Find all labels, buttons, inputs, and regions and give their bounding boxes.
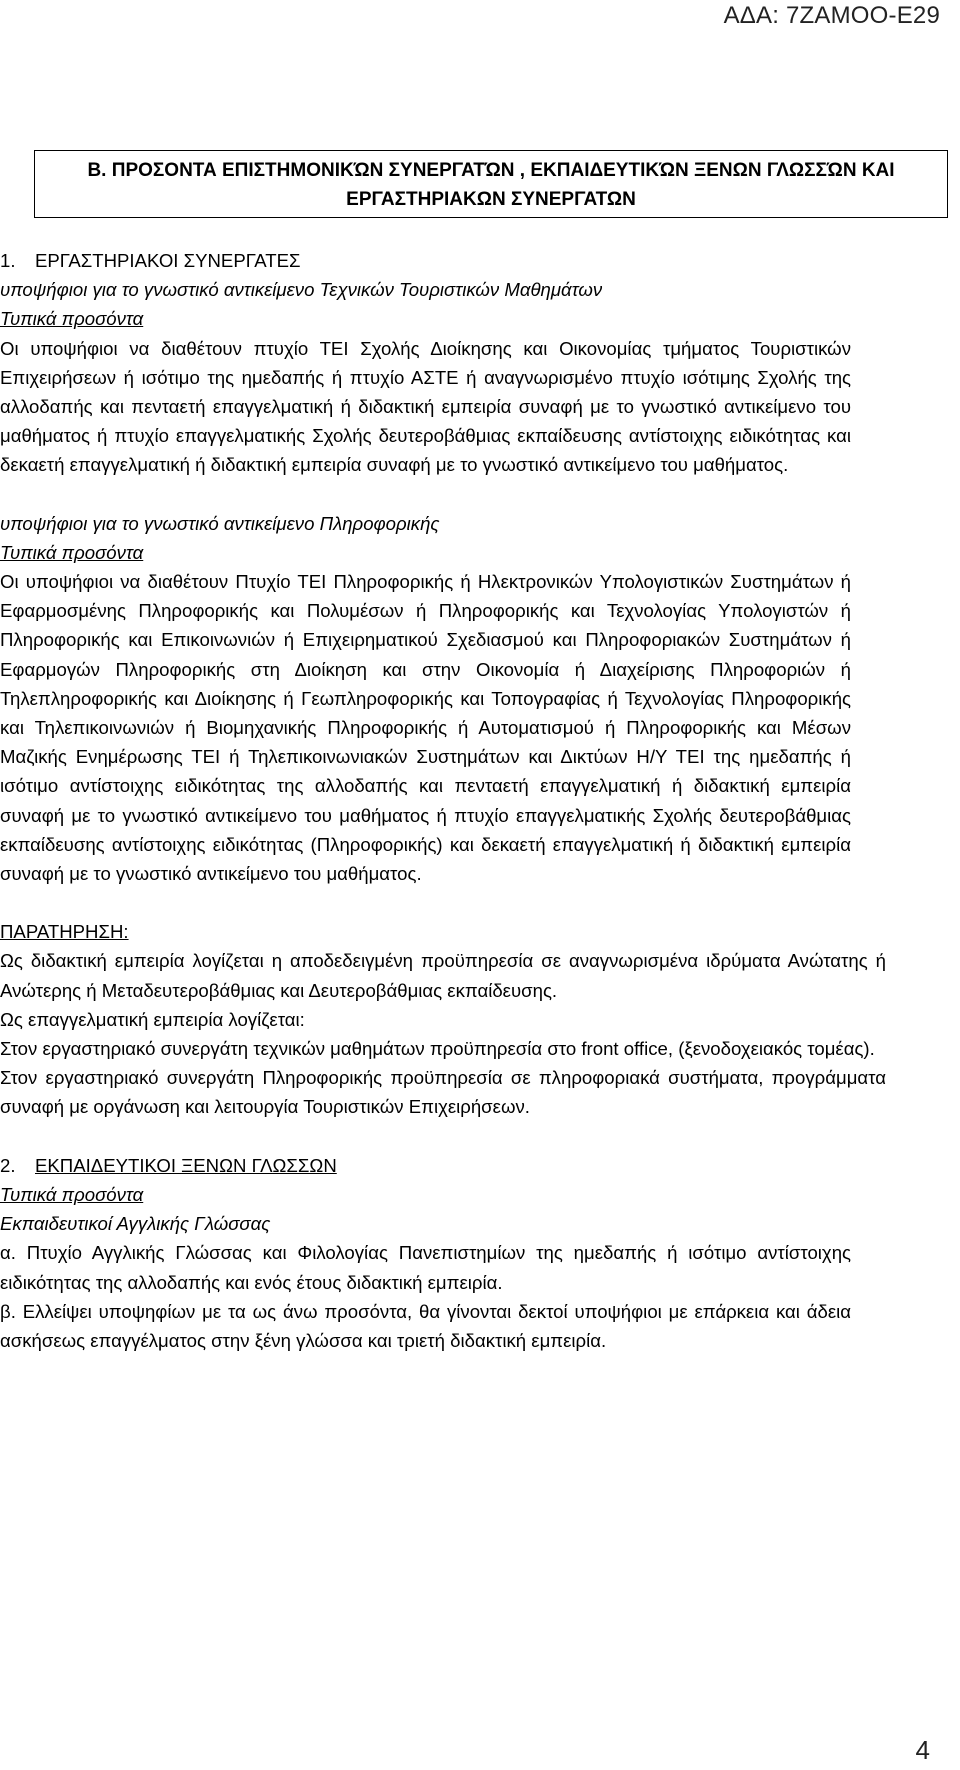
ada-code: ΑΔΑ: 7ΖΑΜΟΟ-Ε29: [723, 2, 940, 29]
informatics-qualifications-label: Τυπικά προσόντα: [0, 541, 144, 563]
tourism-qualifications-text: Οι υποψήφιοι να διαθέτουν πτυχίο ΤΕΙ Σχολής Διοίκησης και Οικονομίας τμήματος Τουριστικών Επιχειρήσεων ή ισότιμο της ημεδαπής ή πτυχίο ΑΣΤΕ ή αναγνωρισμένο πτυχίο ισότιμης Σχολής της αλλοδαπής και πενταετή επαγγελματική ή διδακτική εμπειρία συναφή με το γνωστικό αντικείμενο του μαθήματος ή πτυχίο επαγγελματικής Σχολής δευτεροβάθμιας εκπαίδευσης αντίστοιχης ειδικότητας και δεκαετή επαγγελματική ή διδακτική εμπειρία συναφή με το γνωστικό αντικείμενο του μαθήματος.: [0, 337, 851, 476]
tourism-subtitle: υποψήφιοι για το γνωστικό αντικείμενο Τεχνικών Τουριστικών Μαθημάτων: [0, 279, 603, 301]
english-teachers-subtitle: Εκπαιδευτικοί Αγγλικής Γλώσσας: [0, 1213, 271, 1235]
part1-number: 1.: [0, 250, 16, 271]
part2-heading-text: ΕΚΠΑΙΔΕΥΤΙΚΟΙ ΞΕΝΩΝ ΓΛΩΣΣΩΝ: [35, 1154, 337, 1176]
informatics-qualifications-text: Οι υποψήφιοι να διαθέτουν Πτυχίο ΤΕΙ Πληροφορικής ή Ηλεκτρονικών Υπολογιστικών Συστημάτων ή Εφαρμοσμένης Πληροφορικής και Πολυμέσων ή Πληροφορικής και Τεχνολογίας Υπολογιστών ή Πληροφορικής και Επικοινωνιών ή Επιχειρηματικού Σχεδιασμού και Πληροφοριακών Συστημάτων ή Εφαρμογών Πληροφορικής στη Διοίκηση και στην Οικονομία ή Διαχείρισης Πληροφοριών ή Τηλεπληροφορικής και Διοίκησης ή Γεωπληροφορικής και Τοπογραφίας ή Τεχνολογίας Πληροφορικής και Τηλεπικοινωνιών ή Βιομηχανικής Πληροφορικής ή Αυτοματισμού ή Πληροφορικής και Μέσων Μαζικής Ενημέρωσης ΤΕΙ ή Τηλεπικοινωνιακών Συστημάτων και Δικτύων Η/Υ ΤΕΙ της ημεδαπής ή ισότιμο αντίστοιχης ειδικότητας της αλλοδαπής και πενταετή επαγγελματική ή διδακτική εμπειρία συναφή με το γνωστικό αντικείμενο του μαθήματος ή πτυχίο επαγγελματικής Σχολής δευτεροβάθμιας εκπαίδευσης αντίστοιχης ειδικότητας (Πληροφορικής) και δεκαετή επαγγελματική ή διδακτική εμπειρία συναφή με το γνωστικό αντικείμενο του μαθήματος.: [0, 571, 851, 885]
tourism-qualifications-label: Τυπικά προσόντα: [0, 308, 144, 330]
note-bullet-2: [0, 1005, 886, 1034]
part2-heading: [0, 1151, 960, 1180]
page-number: 4: [915, 1735, 930, 1765]
english-item-a: α. Πτυχίο Αγγλικής Γλώσσας και Φιλολογίας Πανεπιστημίων της ημεδαπής ή ισότιμο αντίστοιχης ειδικότητας της αλλοδαπής και ενός έτους διδακτική εμπειρία.: [0, 1242, 851, 1293]
english-qualifications-label: Τυπικά προσόντα: [0, 1183, 144, 1205]
note-informatics-experience: Στον εργαστηριακό συνεργάτη Πληροφορικής προϋπηρεσία σε πληροφοριακά συστήματα, προγράμματα συναφή με οργάνωση και λειτουργία Τουριστικών Επιχειρήσεων.: [0, 1067, 886, 1118]
english-item-b: β. Ελλείψει υποψηφίων με τα ως άνω προσόντα, θα γίνονται δεκτοί υποψήφιοι με επάρκεια και άδεια ασκήσεως επαγγέλματος στην ξένη γλώσσα και τριετή διδακτική εμπειρία.: [0, 1300, 851, 1351]
note-title: ΠΑΡΑΤΗΡΗΣΗ:: [0, 921, 129, 943]
section-title-box: [34, 150, 948, 218]
note-tourism-experience: Στον εργαστηριακό συνεργάτη τεχνικών μαθημάτων προϋπηρεσία στο front office, (ξενοδοχειακός τομέας).: [0, 1038, 875, 1060]
note-bullet-1: [0, 946, 886, 1004]
note-bullet-2-text: Ως επαγγελματική εμπειρία λογίζεται:: [0, 1008, 305, 1030]
part2-number: 2.: [0, 1154, 16, 1176]
section-title-line1: Β. ΠΡΟΣΟΝΤΑ ΕΠΙΣΤΗΜΟΝΙΚΏΝ ΣΥΝΕΡΓΑΤΏΝ , ΕΚΠΑΙΔΕΥΤΙΚΏΝ ΞΕΝΩΝ ΓΛΩΣΣΏΝ ΚΑΙ: [87, 160, 895, 181]
section-title-line2: ΕΡΓΑΣΤΗΡΙΑΚΩΝ ΣΥΝΕΡΓΑΤΩΝ: [346, 189, 636, 210]
part1-heading: [0, 246, 960, 275]
informatics-subtitle: υποψήφιοι για το γνωστικό αντικείμενο Πληροφορικής: [0, 512, 440, 534]
document-body: [0, 246, 960, 1355]
note-bullet-1-text: Ως διδακτική εμπειρία λογίζεται η αποδεδειγμένη προϋπηρεσία σε αναγνωρισμένα ιδρύματα Ανώτατης ή Ανώτερης ή Μεταδευτεροβάθμιας και Δευτεροβάθμιας εκπαίδευσης.: [0, 950, 886, 1001]
part1-heading-text: ΕΡΓΑΣΤΗΡΙΑΚΟΙ ΣΥΝΕΡΓΑΤΕΣ: [35, 250, 301, 271]
